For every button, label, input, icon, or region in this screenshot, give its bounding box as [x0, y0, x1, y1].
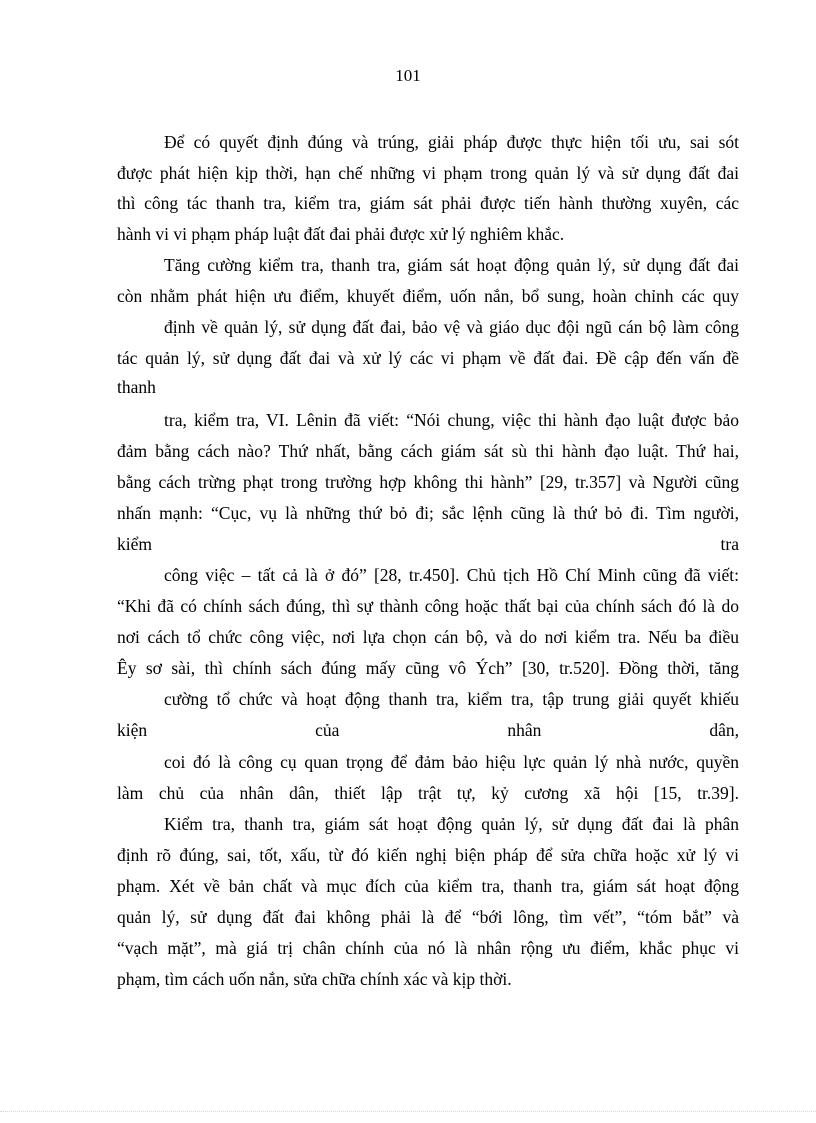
- text-line: cường tổ chức và hoạt động thanh tra, kiểm tra, tập trung giải quyết khiếu: [164, 689, 739, 709]
- text-line: Kiểm tra, thanh tra, giám sát hoạt động quản lý, sử dụng đất đai là phân: [164, 814, 739, 834]
- text-line: quản lý, sử dụng đất đai không phải là để “bới lông, tìm vết”, “tóm bắt” và: [117, 907, 739, 927]
- text-line: bằng cách trừng phạt trong trường hợp không thi hành” [29, tr.357] và Người cũng: [117, 472, 739, 492]
- text-line: nơi cách tổ chức công việc, nơi lựa chọn cán bộ, và do nơi kiểm tra. Nếu ba điều: [117, 627, 739, 647]
- text-line: thì công tác thanh tra, kiểm tra, giám sát phải được tiến hành thường xuyên, các: [117, 193, 739, 213]
- text-line: tác quản lý, sử dụng đất đai và xử lý các vi phạm về đất đai. Đề cập đến vấn đề: [117, 348, 739, 368]
- text-line: kiểm tra: [117, 534, 739, 554]
- text-line: Êy sơ sài, thì chính sách đúng mấy cũng vô Ých” [30, tr.520]. Đồng thời, tăng: [117, 658, 739, 678]
- text-line: làm chủ của nhân dân, thiết lập trật tự, kỷ cương xã hội [15, tr.39].: [117, 783, 739, 803]
- text-line: còn nhằm phát hiện ưu điểm, khuyết điểm, uốn nắn, bổ sung, hoàn chỉnh các quy: [117, 286, 739, 306]
- text-line: hành vi vi phạm pháp luật đất đai phải được xử lý nghiêm khắc.: [117, 224, 565, 244]
- page-number: 101: [395, 66, 421, 85]
- text-line: kiện của nhân dân,: [117, 720, 739, 740]
- text-line: đảm bằng cách nào? Thứ nhất, bằng cách giám sát sù thi hành đạo luật. Thứ hai,: [117, 441, 739, 461]
- text-line: “vạch mặt”, mà giá trị chân chính của nó là nhân rộng ưu điểm, khắc phục vi: [117, 938, 739, 958]
- text-line: định rõ đúng, sai, tốt, xấu, từ đó kiến nghị biện pháp để sửa chữa hoặc xử lý vi: [117, 845, 739, 865]
- text-line: phạm, tìm cách uốn nắn, sửa chữa chính xác và kịp thời.: [117, 969, 512, 989]
- text-line: công việc – tất cả là ở đó” [28, tr.450]. Chủ tịch Hồ Chí Minh cũng đã viết:: [164, 565, 739, 585]
- text-line: được phát hiện kịp thời, hạn chế những vi phạm trong quản lý và sử dụng đất đai: [117, 163, 739, 183]
- text-line: Tăng cường kiểm tra, thanh tra, giám sát hoạt động quản lý, sử dụng đất đai: [164, 255, 739, 275]
- text-line: Để có quyết định đúng và trúng, giải pháp được thực hiện tối ưu, sai sót: [164, 132, 739, 152]
- text-line: thanh: [117, 377, 156, 397]
- text-line: coi đó là công cụ quan trọng để đảm bảo hiệu lực quản lý nhà nước, quyền: [164, 752, 739, 772]
- text-line: phạm. Xét về bản chất và mục đích của kiểm tra, thanh tra, giám sát hoạt động: [117, 876, 739, 896]
- text-line: nhấn mạnh: “Cục, vụ là những thứ bỏ đi; sắc lệnh cũng là thứ bỏ đi. Tìm người,: [117, 503, 739, 523]
- page-bottom-divider: [0, 1111, 816, 1112]
- text-line: định về quản lý, sử dụng đất đai, bảo vệ và giáo dục đội ngũ cán bộ làm công: [164, 317, 739, 337]
- text-line: “Khi đã có chính sách đúng, thì sự thành công hoặc thất bại của chính sách đó là do: [117, 596, 739, 616]
- text-line: tra, kiểm tra, VI. Lênin đã viết: “Nói chung, việc thi hành đạo luật được bảo: [164, 410, 739, 430]
